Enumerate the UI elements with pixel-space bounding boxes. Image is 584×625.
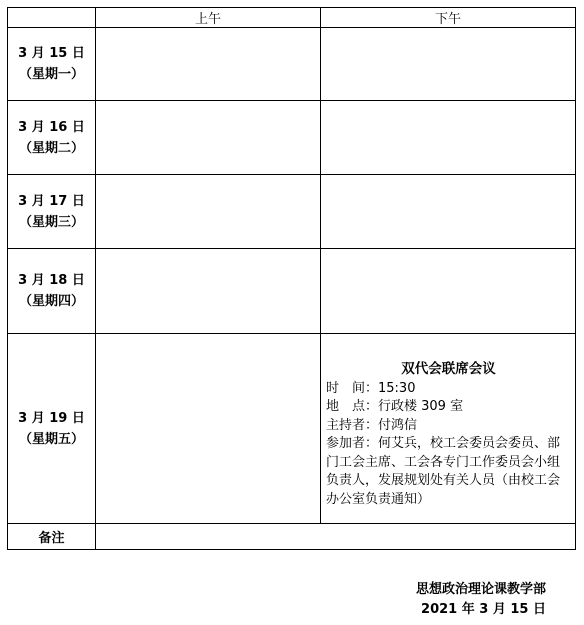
- afternoon-cell: [321, 334, 576, 524]
- date-label: 3 月 15 日: [18, 46, 85, 61]
- event-place: 地 点：行政楼 309 室: [326, 399, 464, 414]
- event-host: 主持者：付鸿信: [326, 417, 418, 433]
- date-cell: [8, 175, 96, 249]
- table-row: [8, 334, 576, 524]
- table-row: [8, 175, 576, 249]
- weekday-label: （星期二）: [18, 140, 84, 156]
- event-title: 双代会联席会议: [401, 361, 496, 377]
- morning-cell: [96, 175, 321, 249]
- table-row: [8, 249, 576, 334]
- date-label: 3 月 19 日: [18, 410, 85, 426]
- morning-cell: [96, 334, 321, 524]
- morning-cell: [96, 101, 321, 175]
- table-row: [8, 28, 576, 101]
- header-row: [8, 8, 576, 28]
- afternoon-cell: [321, 28, 576, 101]
- event-time: 时 间：15:30: [326, 380, 416, 396]
- schedule-table: [7, 7, 576, 550]
- date-label: 3 月 18 日: [18, 273, 85, 288]
- date-cell: [8, 249, 96, 334]
- issuing-department: 思想政治理论课教学部: [415, 582, 546, 597]
- event-participants: 参加者：何艾兵，校工会委员会委员、部门工会主席、工会各专门工作委员会小组负责人，发展规划处有关人员（由校工会办公室负责通知）: [326, 436, 561, 507]
- date-cell: [8, 334, 96, 524]
- morning-cell: [96, 249, 321, 334]
- date-label: 3 月 17 日: [18, 193, 85, 209]
- weekday-label: （星期五）: [18, 431, 84, 447]
- date-cell: [8, 28, 96, 101]
- morning-cell: [96, 28, 321, 101]
- remark-value: [96, 524, 576, 550]
- afternoon-cell: [321, 249, 576, 334]
- remark-label: 备注: [8, 524, 96, 550]
- table-row: [8, 101, 576, 175]
- date-cell: [8, 101, 96, 175]
- issue-date: 2021 年 3 月 15 日: [421, 602, 546, 617]
- meeting-event: [321, 360, 575, 523]
- afternoon-cell: [321, 175, 576, 249]
- afternoon-cell: [321, 101, 576, 175]
- header-blank-cell: [8, 8, 96, 28]
- weekday-label: （星期一）: [18, 67, 84, 82]
- header-afternoon: 下午: [321, 8, 576, 28]
- date-label: 3 月 16 日: [18, 119, 85, 135]
- weekday-label: （星期四）: [18, 294, 84, 309]
- remark-row: [8, 524, 576, 550]
- weekday-label: （星期三）: [18, 214, 84, 230]
- header-morning: 上午: [96, 8, 321, 28]
